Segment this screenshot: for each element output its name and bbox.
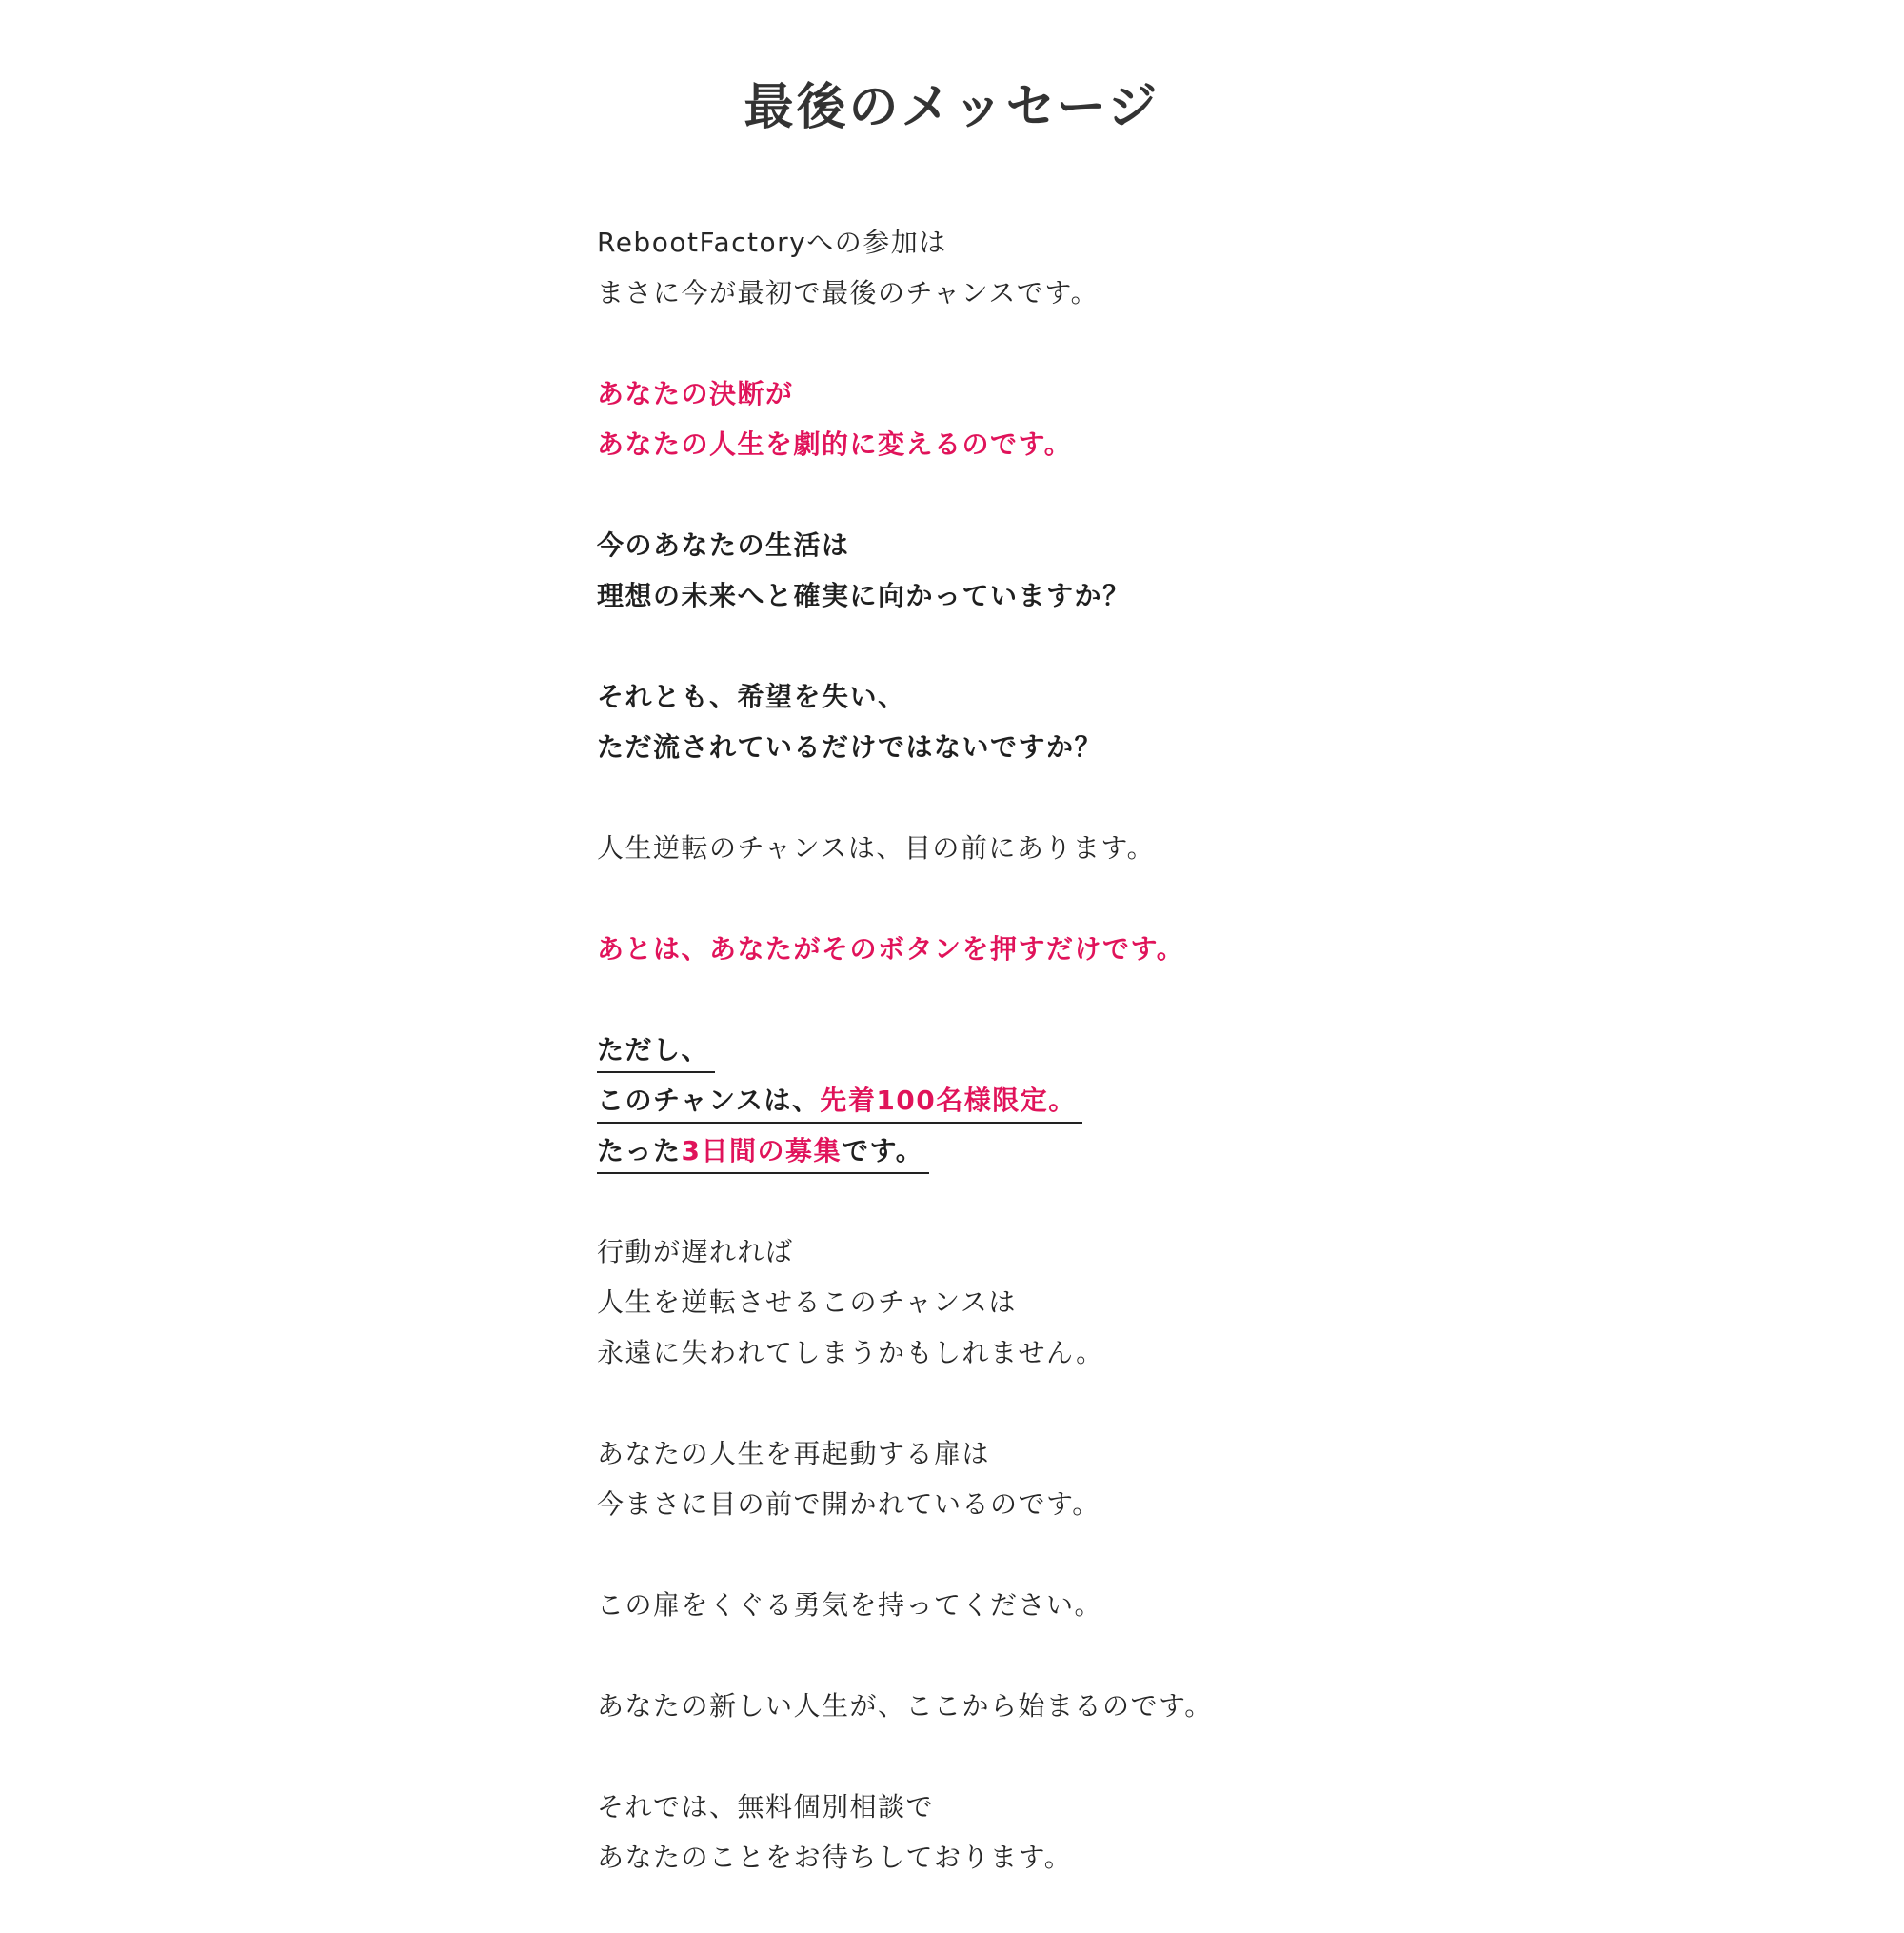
notice-text: です。 bbox=[842, 1135, 924, 1166]
page-title: 最後のメッセージ bbox=[744, 79, 1160, 136]
paragraph-chance bbox=[597, 823, 1454, 873]
notice-line-1 bbox=[597, 1025, 1454, 1075]
text-line: 今まさに目の前で開かれているのです。 bbox=[597, 1488, 1101, 1520]
highlight-line: あとは、あなたがそのボタンを押すだけです。 bbox=[597, 933, 1185, 965]
text-line: それとも、希望を失い、 bbox=[597, 681, 906, 712]
highlight-line: あなたの決断が bbox=[597, 378, 794, 409]
text-line: それでは、無料個別相談で bbox=[597, 1791, 935, 1823]
underlined-text: ただし、 bbox=[597, 1029, 715, 1073]
paragraph-door bbox=[597, 1428, 1454, 1529]
text-line: 永遠に失われてしまうかもしれません。 bbox=[597, 1337, 1104, 1368]
paragraph-decision bbox=[597, 369, 1454, 469]
text-line: 理想の未来へと確実に向かっていますか？ bbox=[597, 580, 1131, 611]
limit-highlight: 先着100名様限定。 bbox=[820, 1085, 1077, 1116]
text-line: あなたの新しい人生が、ここから始まるのです。 bbox=[597, 1690, 1213, 1722]
message-body bbox=[597, 217, 1454, 1933]
text-line: ただ流されているだけではないですか？ bbox=[597, 731, 1103, 763]
text-line: あなたのことをお待ちしております。 bbox=[597, 1842, 1073, 1873]
period-highlight: 3日間の募集 bbox=[681, 1135, 842, 1166]
paragraph-intro bbox=[597, 217, 1454, 318]
notice-line-2 bbox=[597, 1075, 1454, 1126]
notice-text: このチャンスは、 bbox=[597, 1085, 821, 1116]
text-line: まさに今が最初で最後のチャンスです。 bbox=[597, 277, 1100, 309]
paragraph-warning bbox=[597, 1226, 1454, 1378]
underlined-text bbox=[597, 1130, 929, 1174]
paragraph-closing bbox=[597, 1782, 1454, 1883]
text-line: 行動が遅れれば bbox=[597, 1236, 794, 1267]
paragraph-question-2 bbox=[597, 671, 1454, 772]
notice-text: たった bbox=[597, 1135, 682, 1166]
text-line: 人生逆転のチャンスは、目の前にあります。 bbox=[597, 832, 1156, 864]
underlined-text bbox=[597, 1080, 1082, 1124]
paragraph-limited-notice bbox=[597, 1025, 1454, 1176]
notice-line-3 bbox=[597, 1126, 1454, 1176]
text-line: あなたの人生を再起動する扉は bbox=[597, 1438, 991, 1469]
paragraph-new-life bbox=[597, 1681, 1454, 1731]
text-line: 今のあなたの生活は bbox=[597, 529, 850, 561]
text-line: RebootFactoryへの参加は bbox=[597, 227, 947, 258]
text-line: 人生を逆転させるこのチャンスは bbox=[597, 1286, 1017, 1318]
text-line: この扉をくぐる勇気を持ってください。 bbox=[597, 1589, 1103, 1621]
highlight-line: あなたの人生を劇的に変えるのです。 bbox=[597, 428, 1073, 460]
paragraph-question-1 bbox=[597, 520, 1454, 621]
paragraph-button-call bbox=[597, 924, 1454, 974]
paragraph-courage bbox=[597, 1580, 1454, 1630]
